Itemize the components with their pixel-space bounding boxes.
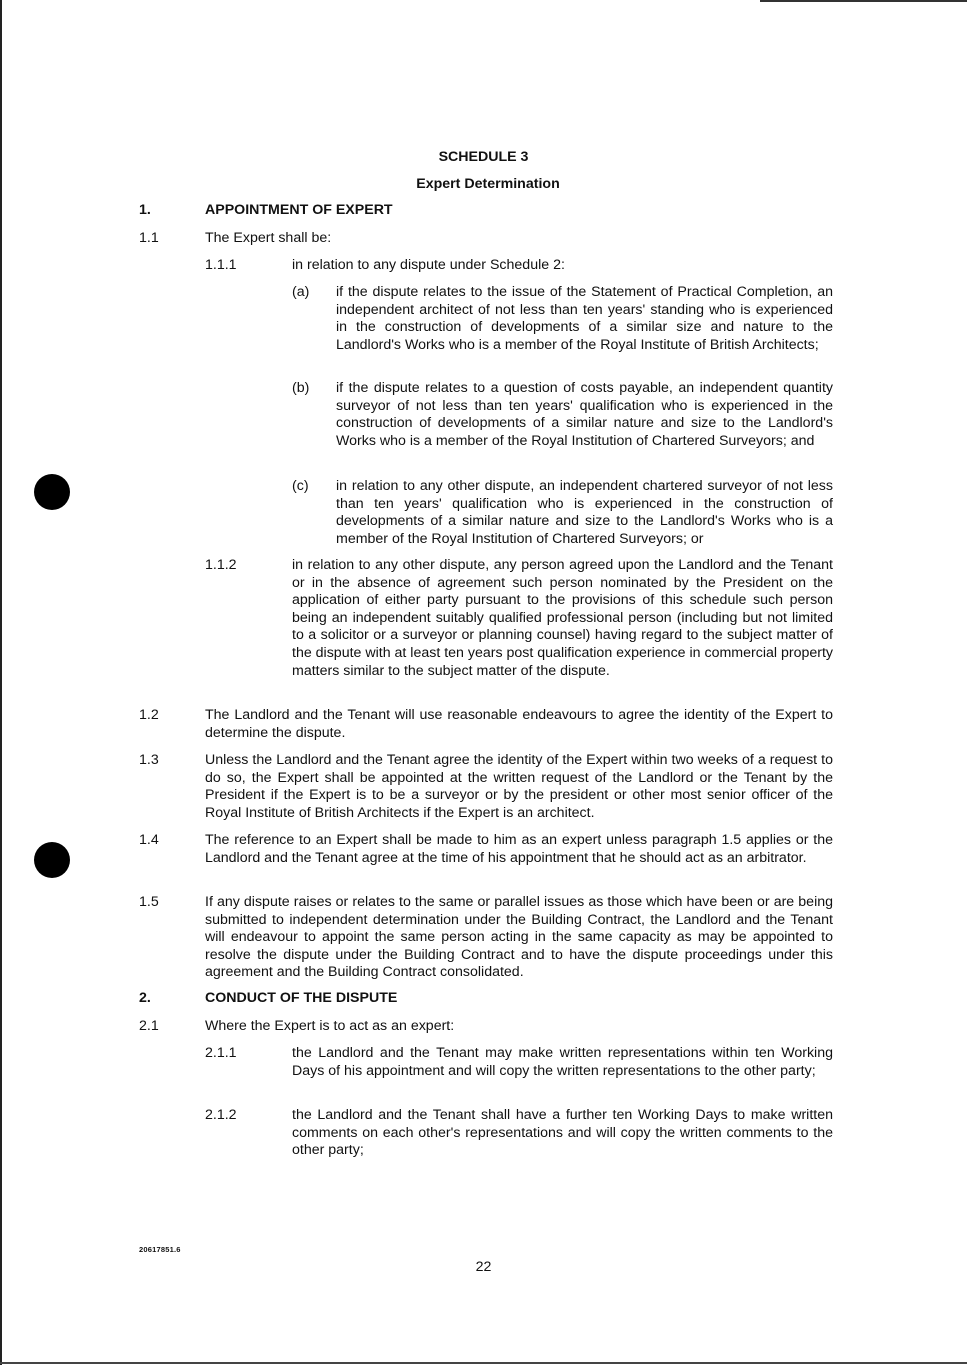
item-text: in relation to any other dispute, an independent chartered surveyor of not less than ten years' qualification who is experienced in the construction of developments of a similar nature and size to the Landlord's Works who is a member of the Royal Institution of Chartered Surveyors; or [336,478,833,547]
clause-text: Unless the Landlord and the Tenant agree the identity of the Expert within two weeks of a request to do so, the Expert shall be appointed at the written request of the Landlord or the Tenant by the President if the Expert is to be a surveyor or by the president or other most senior officer of the Royal Institute of British Architects if the Expert is an architect. [205,752,833,821]
item-label: (b) [292,380,310,396]
clause-number: 1.2 [139,707,159,723]
subclause-number: 1.1.2 [205,557,237,573]
subclause-number: 2.1.2 [205,1107,237,1123]
item-label: (c) [292,478,309,494]
scan-edge-top [760,0,967,2]
item-text: if the dispute relates to a question of costs payable, an independent quantity surveyor of not less than ten years' qualification who is experienced in the construction of developments of a similar nature and size to the Landlord's Works who is a member of the Royal Institution of Chartered Surveyors; and [336,380,833,449]
clause-number: 1.1 [139,230,159,246]
schedule-subtitle: Expert Determination [416,176,560,192]
subclause-text: the Landlord and the Tenant may make written representations within ten Working Days of his appointment and will copy the written representations to the other party; [292,1045,833,1079]
clause-number: 1.4 [139,832,159,848]
section-heading: CONDUCT OF THE DISPUTE [205,990,398,1006]
clause-number: 1.5 [139,894,159,910]
clause-number: 2.1 [139,1018,159,1034]
scan-edge-bottom [0,1362,967,1364]
punch-hole-lower [34,842,70,878]
item-label: (a) [292,284,310,300]
subclause-text: in relation to any dispute under Schedule 2: [292,257,565,273]
clause-text: Where the Expert is to act as an expert: [205,1018,455,1034]
clause-text: If any dispute raises or relates to the same or parallel issues as those which have been or are being submitted to independent determination under the Building Contract, the Landlord and the Tenant will endeavour to appoint the same person acting in the same capacity as may be appointed to resolve the dispute under the Building Contract and to have the dispute proceedings under this agreement and the Building Contract consolidated. [205,894,833,981]
section-number: 1. [139,202,151,218]
clause-text: The reference to an Expert shall be made to him as an expert unless paragraph 1.5 applies or the Landlord and the Tenant agree at the time of his appointment that he should act as an arbitrator. [205,832,833,866]
schedule-title: SCHEDULE 3 [438,149,529,165]
clause-number: 1.3 [139,752,159,768]
punch-hole-upper [34,474,70,510]
item-text: if the dispute relates to the issue of the Statement of Practical Completion, an independent architect of not less than ten years' standing who is experienced in the construction of developments of a similar size and nature to the Landlord's Works who is a member of the Royal Institute of British Architects; [336,284,833,353]
subclause-number: 2.1.1 [205,1045,237,1061]
document-reference: 20617851.6 [139,1245,181,1254]
page-number: 22 [475,1259,492,1275]
subclause-text: in relation to any other dispute, any person agreed upon the Landlord and the Tenant or in the absence of agreement such person nominated by the President on the application of either party pursuant to the provisions of this schedule such person being an independent suitably qualified professional person (including but not limited to a solicitor or a surveyor or planning counsel) having regard to the subject matter of the dispute with at least ten years post qualification experience in commercial property matters similar to the subject matter of the dispute. [292,557,833,679]
subclause-number: 1.1.1 [205,257,237,273]
clause-text: The Expert shall be: [205,230,332,246]
scan-edge-left [0,0,2,1365]
section-heading: APPOINTMENT OF EXPERT [205,202,393,218]
subclause-text: the Landlord and the Tenant shall have a further ten Working Days to make written comments on each other's representations and will copy the written comments to the other party; [292,1107,833,1159]
clause-text: The Landlord and the Tenant will use reasonable endeavours to agree the identity of the Expert to determine the dispute. [205,707,833,741]
section-number: 2. [139,990,151,1006]
